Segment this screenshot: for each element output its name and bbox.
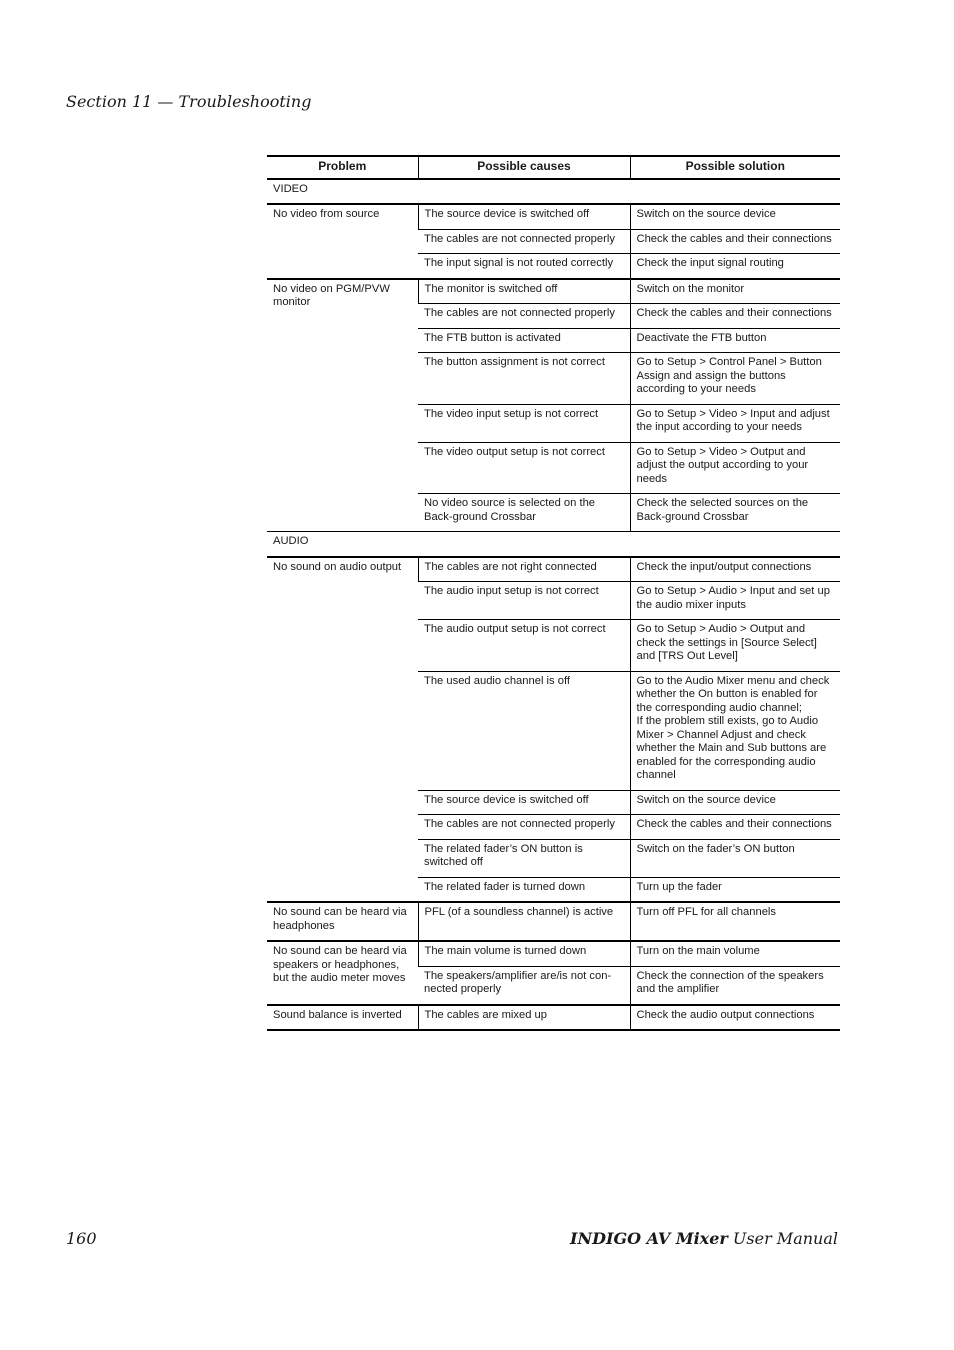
table-header-row [267, 156, 840, 179]
solution-cell: Check the input signal routing [630, 254, 840, 279]
cause-cell: The audio output setup is not correct [418, 620, 630, 672]
solution-cell: Switch on the source device [630, 204, 840, 229]
column-header-solution: Possible solution [630, 156, 840, 179]
problem-cell: No sound can be heard via speakers or headphones, but the audio meter moves [267, 941, 418, 1005]
cause-cell: The cables are not connected properly [418, 229, 630, 254]
table-row [267, 1005, 840, 1031]
cause-cell: The source device is switched off [418, 790, 630, 815]
section-header: Section 11 — Troubleshooting [66, 92, 312, 111]
footer-title [570, 1229, 838, 1248]
manual-label: User Manual [732, 1229, 838, 1248]
table-row [267, 279, 840, 304]
solution-cell: Turn on the main volume [630, 941, 840, 966]
product-name: INDIGO AV Mixer [570, 1229, 728, 1248]
table-body [267, 179, 840, 1031]
cause-cell: The speakers/amplifier are/is not con-nected properly [418, 966, 630, 1005]
solution-cell: Check the selected sources on the Back-ground Crossbar [630, 494, 840, 532]
solution-cell: Check the input/output connections [630, 557, 840, 582]
column-header-causes: Possible causes [418, 156, 630, 179]
cause-cell: The monitor is switched off [418, 279, 630, 304]
solution-cell: Check the audio output connections [630, 1005, 840, 1031]
solution-cell: Go to Setup > Audio > Input and set up the audio mixer inputs [630, 582, 840, 620]
section-title: AUDIO [267, 532, 840, 557]
troubleshooting-table [267, 155, 840, 1031]
cause-cell: The related fader is turned down [418, 877, 630, 902]
cause-cell: The related fader’s ON button is switched off [418, 839, 630, 877]
solution-cell: Go to the Audio Mixer menu and check whether the On button is enabled for the corresponding audio channel; If the problem still exists, go to Audio Mixer > Channel Adjust and check whether the Main and Sub buttons are enabled for the corresponding audio channel [630, 671, 840, 790]
problem-cell: No sound on audio output [267, 557, 418, 903]
page-number: 160 [66, 1229, 97, 1248]
cause-cell: The video output setup is not correct [418, 442, 630, 494]
section-row [267, 532, 840, 557]
table-row [267, 941, 840, 966]
cause-cell: The FTB button is activated [418, 328, 630, 353]
column-header-problem: Problem [267, 156, 418, 179]
cause-cell: The used audio channel is off [418, 671, 630, 790]
cause-cell: The cables are mixed up [418, 1005, 630, 1031]
solution-cell: Go to Setup > Audio > Output and check the settings in [Source Select] and [TRS Out Level] [630, 620, 840, 672]
cause-cell: The cables are not connected properly [418, 815, 630, 840]
problem-cell: No video on PGM/PVW monitor [267, 279, 418, 532]
cause-cell: No video source is selected on the Back-ground Crossbar [418, 494, 630, 532]
cause-cell: The audio input setup is not correct [418, 582, 630, 620]
solution-cell: Check the connection of the speakers and the amplifier [630, 966, 840, 1005]
problem-cell: No sound can be heard via headphones [267, 902, 418, 941]
problem-cell: No video from source [267, 204, 418, 279]
table-row [267, 902, 840, 941]
cause-cell: The main volume is turned down [418, 941, 630, 966]
solution-cell: Go to Setup > Control Panel > Button Assign and assign the buttons according to your needs [630, 353, 840, 405]
problem-cell: Sound balance is inverted [267, 1005, 418, 1031]
solution-cell: Check the cables and their connections [630, 304, 840, 329]
solution-cell: Check the cables and their connections [630, 815, 840, 840]
cause-cell: The cables are not right connected [418, 557, 630, 582]
solution-cell: Switch on the fader’s ON button [630, 839, 840, 877]
solution-cell: Turn up the fader [630, 877, 840, 902]
table-row [267, 557, 840, 582]
cause-cell: The source device is switched off [418, 204, 630, 229]
table-row [267, 204, 840, 229]
solution-cell: Turn off PFL for all channels [630, 902, 840, 941]
cause-cell: The video input setup is not correct [418, 404, 630, 442]
cause-cell: The button assignment is not correct [418, 353, 630, 405]
section-row [267, 179, 840, 205]
solution-cell: Switch on the monitor [630, 279, 840, 304]
solution-cell: Deactivate the FTB button [630, 328, 840, 353]
cause-cell: PFL (of a soundless channel) is active [418, 902, 630, 941]
section-title: VIDEO [267, 179, 840, 205]
cause-cell: The cables are not connected properly [418, 304, 630, 329]
solution-cell: Go to Setup > Video > Output and adjust the output according to your needs [630, 442, 840, 494]
cause-cell: The input signal is not routed correctly [418, 254, 630, 279]
solution-cell: Check the cables and their connections [630, 229, 840, 254]
solution-cell: Switch on the source device [630, 790, 840, 815]
solution-cell: Go to Setup > Video > Input and adjust the input according to your needs [630, 404, 840, 442]
